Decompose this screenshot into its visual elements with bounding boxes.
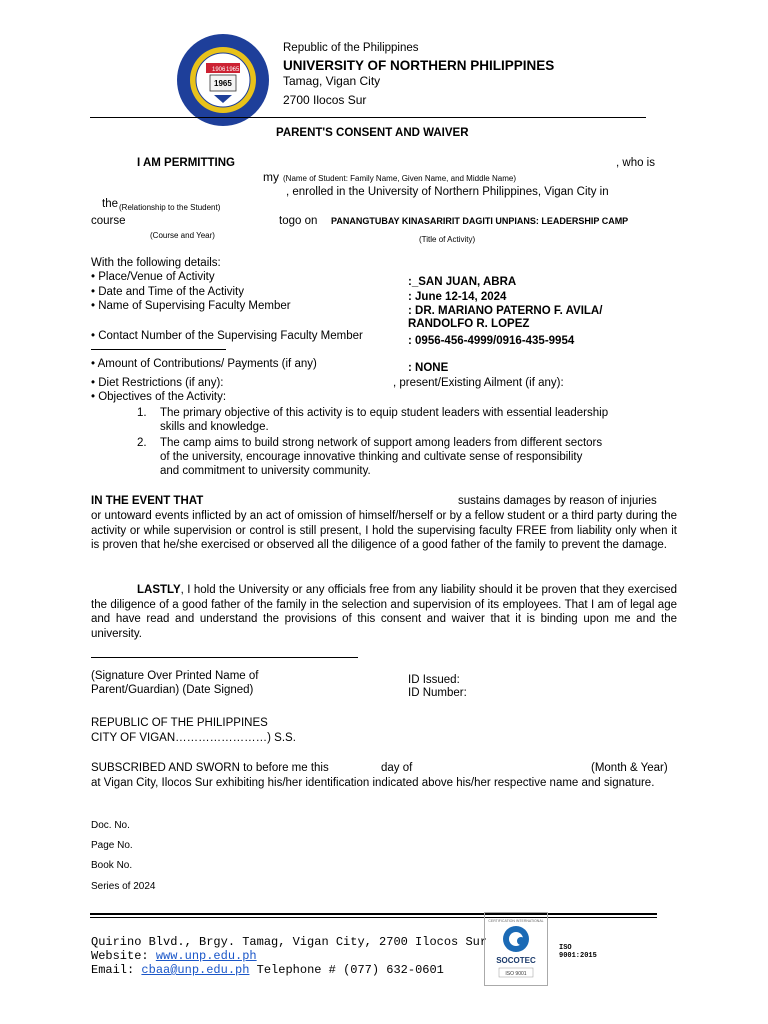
footer-website-link[interactable]: www.unp.edu.ph [155, 949, 257, 963]
my-text: my [263, 170, 279, 184]
the-text: the [102, 198, 118, 210]
socotec-certification-badge [484, 912, 548, 986]
iso-number: 9001:2015 [559, 952, 597, 960]
footer-email-label: Email: [91, 963, 135, 977]
objective-1-line-1: The primary objective of this activity is to equip student leaders with essential leadership [160, 407, 609, 419]
footer-address: Quirino Blvd., Brgy. Tamag, Vigan City, 2700 Ilocos Sur [91, 935, 488, 949]
seal-year-left: 1906 [212, 67, 226, 73]
who-is-text: , who is [616, 157, 655, 169]
details-heading: With the following details: [91, 257, 221, 269]
footer-website-label: Website: [91, 949, 149, 963]
university-seal-logo [176, 33, 270, 127]
footer-divider-top [90, 913, 657, 915]
footer-telephone: Telephone # (077) 632-0601 [256, 963, 444, 977]
objectives-heading: • Objectives of the Activity: [91, 391, 227, 403]
signature-caption-2: Parent/Guardian) (Date Signed) [91, 684, 254, 696]
cert-top: CERTIFICATION INTERNATIONAL [488, 919, 544, 923]
notary-city: CITY OF VIGAN……………………) S.S. [91, 732, 296, 744]
detail-value-faculty: : DR. MARIANO PATERNO F. AVILA/ [408, 305, 603, 317]
permitting-label: I AM PERMITTING [137, 157, 235, 169]
detail-value-contact: : 0956-456-4999/0916-435-9954 [408, 335, 575, 347]
activity-hint: (Title of Activity) [419, 235, 476, 244]
detail-label-faculty: • Name of Supervising Faculty Member [91, 300, 291, 312]
contact-underline [91, 349, 226, 350]
diet-label: • Diet Restrictions (if any): [91, 377, 224, 389]
seal-year-right: 1965 [226, 67, 240, 73]
objective-2-line-1: The camp aims to build strong network of support among leaders from different sectors [160, 437, 603, 449]
ailment-label: , present/Existing Ailment (if any): [393, 377, 564, 389]
event-line-1-rest: sustains damages by reason of injuries [458, 495, 657, 507]
cert-name: SOCOTEC [496, 956, 536, 965]
id-number-label: ID Number: [408, 687, 467, 699]
lastly-lead: LASTLY [137, 584, 181, 596]
month-year-text: (Month & Year) [591, 762, 668, 774]
detail-value-faculty-2: RANDOLFO R. LOPEZ [408, 318, 530, 330]
footer-email-link[interactable]: cbaa@unp.edu.ph [141, 963, 250, 977]
lastly-body: , I hold the University or any officials free from any liability should it be proven that they exercised the diligence of a good father of the family in the selection and supervision of its employees. That I am of legal age and have read and understand the provisions of this consent and waiver that it is binding upon me and the university. [91, 584, 677, 640]
detail-value-date: : June 12-14, 2024 [408, 291, 507, 303]
detail-value-venue: :_SAN JUAN, ABRA [408, 276, 517, 288]
header-republic: Republic of the Philippines [283, 42, 419, 54]
signature-caption-1: (Signature Over Printed Name of [91, 670, 259, 682]
detail-label-date: • Date and Time of the Activity [91, 286, 244, 298]
objective-1-line-2: skills and knowledge. [160, 421, 269, 433]
day-of-text: day of [381, 762, 413, 774]
event-body: or untoward events inflicted by an act of omission of himself/herself or by a fellow student or a third party during the activity or while supervision or control is still present, I hold the supervising faculty FREE from liability only when it is proven that he/she exercised or observed all the diligence of a good father of the family to prevent the damage. [91, 510, 677, 551]
page-no: Page No. [91, 840, 133, 851]
series: Series of 2024 [91, 881, 156, 892]
relationship-hint: (Relationship to the Student) [119, 203, 221, 212]
objective-2-line-3: and commitment to university community. [160, 465, 371, 477]
subscribed-text: SUBSCRIBED AND SWORN to before me this [91, 762, 329, 774]
event-lead: IN THE EVENT THAT [91, 495, 204, 507]
seal-year-center: 1965 [214, 79, 232, 88]
objective-2-line-2: of the university, encourage innovative thinking and cultivate sense of responsibility [160, 451, 583, 463]
footer-website-row [91, 949, 257, 963]
document-title: PARENT'S CONSENT AND WAIVER [276, 127, 469, 139]
course-label: course [91, 215, 126, 227]
enrolled-text: , enrolled in the University of Northern Philippines, Vigan City in [286, 186, 609, 198]
activity-title: PANANGTUBAY KINASARIRIT DAGITI UNPIANS: LEADERSHIP CAMP [331, 216, 629, 226]
course-hint: (Course and Year) [150, 231, 215, 240]
header-address-2: 2700 Ilocos Sur [283, 93, 367, 107]
header-divider [90, 117, 646, 118]
id-issued-label: ID Issued: [408, 674, 460, 686]
detail-label-contributions: • Amount of Contributions/ Payments (if any) [91, 358, 317, 370]
objective-1-number: 1. [137, 407, 147, 419]
footer-email-row [91, 963, 444, 977]
subscribed-rest: at Vigan City, Ilocos Sur exhibiting his/her identification indicated above his/her respective name and signature. [91, 777, 655, 789]
book-no: Book No. [91, 860, 133, 871]
detail-label-venue: • Place/Venue of Activity [91, 271, 215, 283]
footer-divider-bottom [90, 917, 657, 918]
cert-iso: ISO 9001 [505, 971, 527, 977]
signature-line [91, 657, 358, 658]
iso-label: ISO [559, 944, 572, 952]
detail-value-contributions: : NONE [408, 362, 449, 374]
objective-2-number: 2. [137, 437, 147, 449]
student-name-hint: (Name of Student: Family Name, Given Name, and Middle Name) [283, 174, 516, 183]
detail-label-contact: • Contact Number of the Supervising Faculty Member [91, 330, 363, 342]
togo-text: togo on [279, 215, 318, 227]
doc-no: Doc. No. [91, 820, 130, 831]
header-university: UNIVERSITY OF NORTHERN PHILIPPINES [283, 58, 555, 73]
lastly-paragraph [91, 583, 677, 641]
header-address-1: Tamag, Vigan City [283, 74, 381, 88]
notary-republic: REPUBLIC OF THE PHILIPPINES [91, 717, 268, 729]
